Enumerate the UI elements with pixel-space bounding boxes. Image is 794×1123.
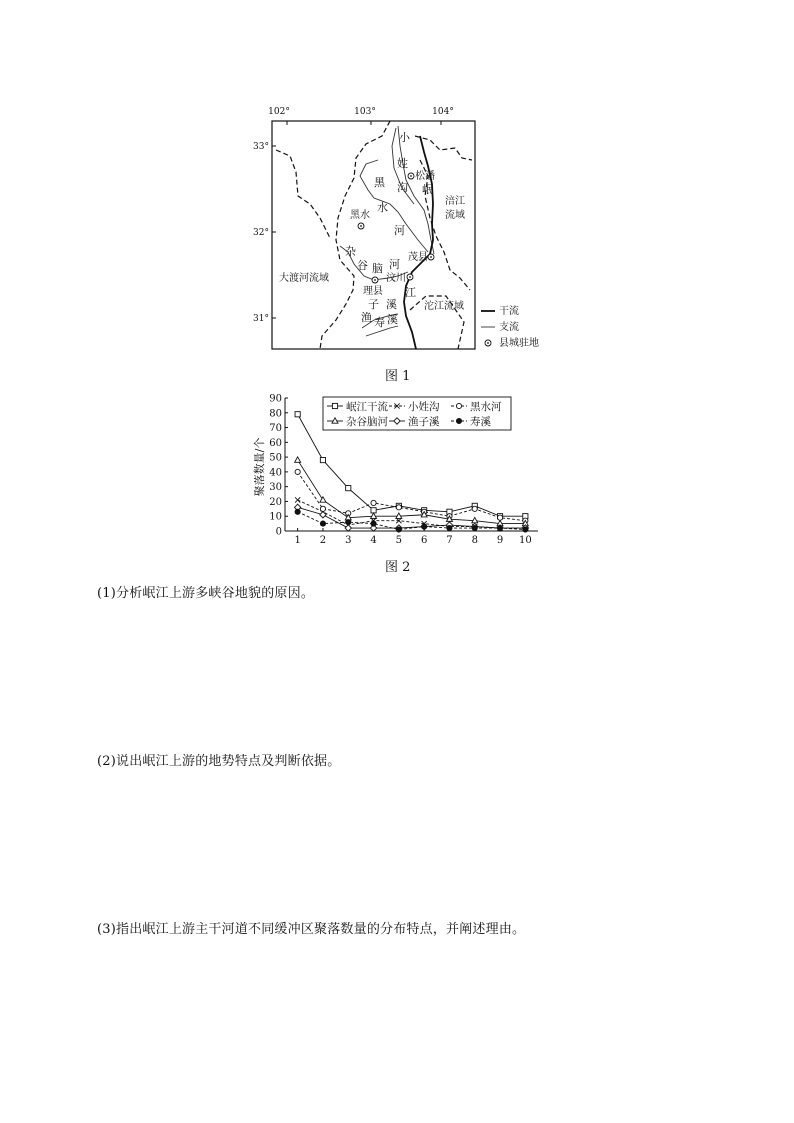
y-tick-label: 0 <box>275 526 282 538</box>
river-label-shou: 寿 <box>374 316 385 329</box>
basin-tuojiang: 沱江流域 <box>424 301 464 312</box>
data-point <box>320 521 325 526</box>
data-point <box>472 506 477 511</box>
x-tick-label: 9 <box>496 535 504 546</box>
data-point <box>332 403 337 408</box>
river-label-gou: 沟 <box>397 181 408 194</box>
river-label-gu: 谷 <box>357 259 368 272</box>
legend-county-seat: 县城驻地 <box>499 338 539 349</box>
y-tick-label: 30 <box>269 482 282 494</box>
county-heishui: 黑水 <box>350 210 370 221</box>
lat-label-33: 33° <box>253 142 269 152</box>
basin-boundaries <box>276 121 472 349</box>
data-point <box>456 403 461 408</box>
y-tick-label: 40 <box>269 467 282 479</box>
legend-main-stream: 干流 <box>499 306 519 317</box>
data-point <box>346 520 351 525</box>
data-point <box>346 486 351 491</box>
basin-daduhe: 大渡河流域 <box>279 273 329 284</box>
legend-label: 黑水河 <box>470 401 502 413</box>
figure-2-caption: 图 2 <box>385 560 411 575</box>
series-dot <box>295 509 528 532</box>
y-tick-label: 80 <box>269 408 282 420</box>
lon-label-103: 103° <box>354 107 376 117</box>
data-point <box>320 457 325 462</box>
x-tick-label: 5 <box>395 535 403 546</box>
river-label-xing: 姓 <box>397 157 408 170</box>
river-label-xi: 溪 <box>386 298 397 311</box>
county-maoxian: 茂县 <box>408 252 428 263</box>
data-point <box>447 525 452 530</box>
data-point <box>295 469 300 474</box>
series-line <box>298 500 526 528</box>
series-x <box>295 497 528 530</box>
y-tick-label: 20 <box>269 496 282 508</box>
x-tick-label: 1 <box>294 535 301 546</box>
data-point <box>371 521 376 526</box>
river-label-za: 杂 <box>345 245 356 258</box>
map-legend <box>481 304 539 349</box>
legend-tributary: 支流 <box>499 322 519 333</box>
settlement-count-chart <box>245 388 545 550</box>
river-label-hei: 黑 <box>374 176 385 189</box>
basin-fujiang-2: 流域 <box>445 210 465 221</box>
river-label-nao: 脑 <box>372 262 383 275</box>
data-point <box>295 497 300 502</box>
data-point <box>371 500 376 505</box>
river-label-jiang: 江 <box>405 286 416 299</box>
river-label-min: 岷 <box>422 183 433 196</box>
data-point <box>295 509 300 514</box>
x-tick-label: 4 <box>370 535 377 546</box>
question-3: (3)指出岷江上游主干河道不同缓冲区聚落数量的分布特点，并阐述理由。 <box>97 922 526 937</box>
legend-label: 小姓沟 <box>408 401 440 413</box>
data-point <box>371 513 377 518</box>
river-label-shui: 水 <box>377 201 388 214</box>
x-tick-label: 2 <box>319 535 327 546</box>
river-label-xiao: 小 <box>399 131 410 144</box>
series-line <box>298 507 526 528</box>
lon-label-104: 104° <box>432 107 454 117</box>
minjiang-main-stream <box>404 136 433 349</box>
legend-label: 杂谷脑河 <box>346 416 388 428</box>
data-point <box>320 506 325 511</box>
data-point <box>456 418 461 423</box>
series-line <box>298 472 526 521</box>
data-point <box>396 505 401 510</box>
y-tick-label: 70 <box>269 423 282 435</box>
x-tick-label: 3 <box>345 535 352 546</box>
x-tick-label: 7 <box>446 535 453 546</box>
y-tick-label: 90 <box>269 393 282 405</box>
river-label-xi2: 溪 <box>387 313 398 326</box>
question-2: (2)说出岷江上游的地势特点及判断依据。 <box>97 754 341 769</box>
river-label-yu: 渔 <box>361 311 372 324</box>
data-point <box>295 457 301 462</box>
x-tick-label: 10 <box>518 535 532 546</box>
lat-label-32: 32° <box>253 228 269 238</box>
data-point <box>320 497 326 502</box>
county-wenchuan: 汶川 <box>386 273 406 284</box>
legend-label: 岷江干流 <box>346 401 388 413</box>
map-frame <box>272 121 475 349</box>
legend-label: 渔子溪 <box>408 416 440 428</box>
y-tick-label: 60 <box>269 437 282 449</box>
lon-label-102: 102° <box>268 107 290 117</box>
county-songpan: 松潘 <box>415 171 435 182</box>
river-label-he2: 河 <box>389 258 400 271</box>
lat-label-31: 31° <box>253 314 269 324</box>
river-label-zi: 子 <box>368 298 379 311</box>
data-point <box>295 412 300 417</box>
x-tick-label: 8 <box>471 535 478 546</box>
chart-ylabel: 聚落数量/个 <box>253 437 266 497</box>
data-point <box>345 525 351 531</box>
y-tick-label: 10 <box>269 511 282 523</box>
data-point <box>396 527 401 532</box>
data-point <box>523 527 528 532</box>
legend-label: 寿溪 <box>470 416 491 428</box>
question-1: (1)分析岷江上游多峡谷地貌的原因。 <box>97 586 315 601</box>
river-label-he: 河 <box>394 224 405 237</box>
x-tick-label: 6 <box>420 535 428 546</box>
data-point <box>497 525 502 530</box>
y-tick-label: 50 <box>269 452 282 464</box>
data-point <box>472 525 477 530</box>
data-point <box>422 524 427 529</box>
county-lixian: 理县 <box>363 286 383 297</box>
river-basin-map <box>250 100 550 362</box>
basin-fujiang-1: 涪江 <box>445 196 465 207</box>
figure-1-caption: 图 1 <box>385 369 411 384</box>
